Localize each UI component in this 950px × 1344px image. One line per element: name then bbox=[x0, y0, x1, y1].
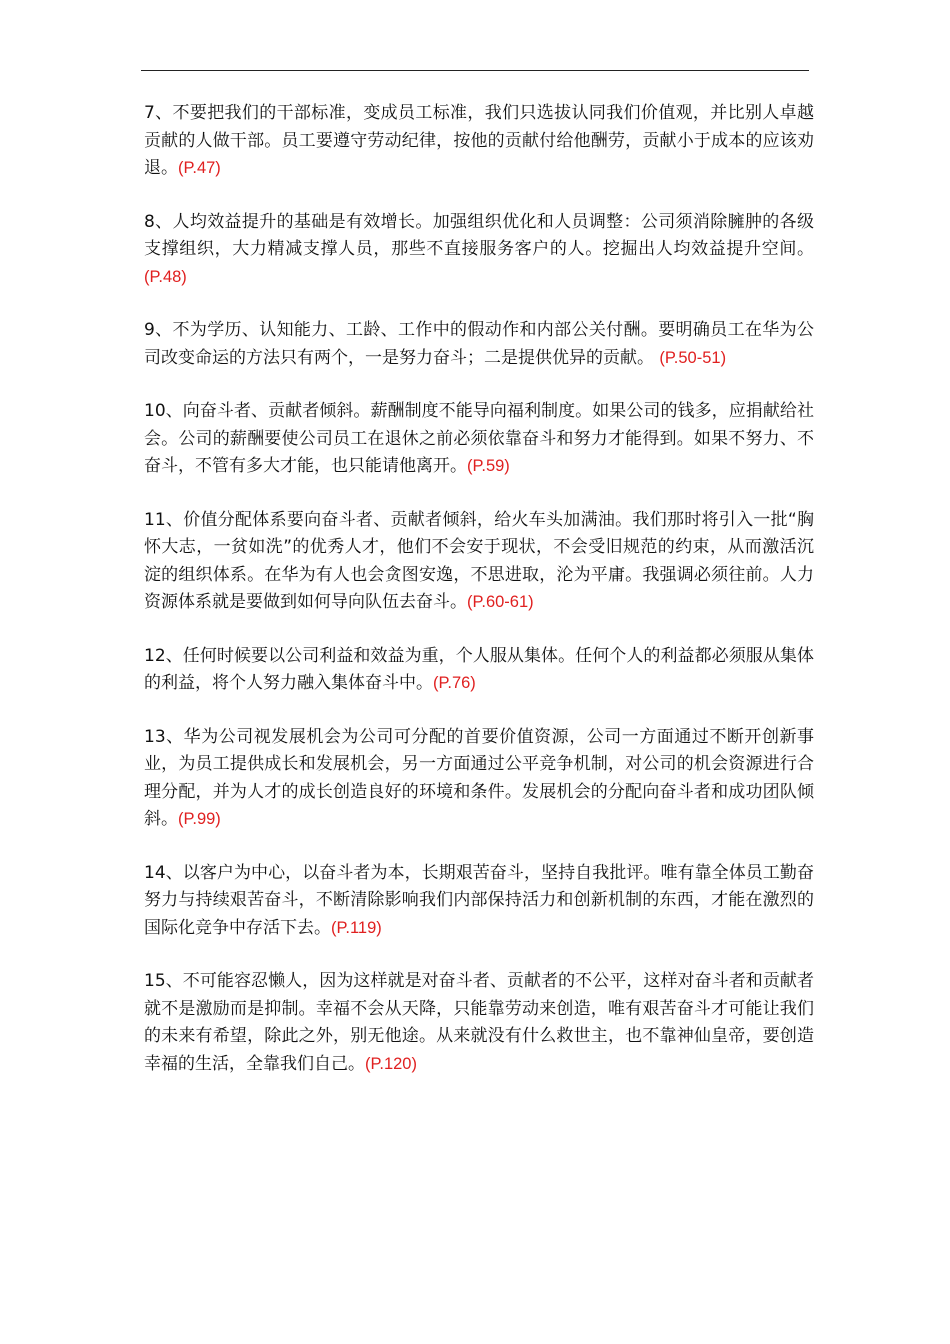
paragraph-text: 7、不要把我们的干部标准，变成员工标准，我们只选拔认同我们价值观，并比别人卓越贡献的人做干部。员工要遵守劳动纪律，按他的贡献付给他酬劳，贡献小于成本的应该劝退。 bbox=[144, 103, 814, 178]
paragraph-text: 12、任何时候要以公司利益和效益为重，个人服从集体。任何个人的利益都必须服从集体的利益，将个人努力融入集体奋斗中。 bbox=[144, 645, 814, 693]
paragraph-12 bbox=[144, 643, 814, 698]
paragraph-text: 10、向奋斗者、贡献者倾斜。薪酬制度不能导向福利制度。如果公司的钱多，应捐献给社会。公司的薪酬要使公司员工在退休之前必须依靠奋斗和努力才能得到。如果不努力、不奋斗，不管有多大才能，也只能请他离开。 bbox=[144, 401, 814, 476]
paragraph-13 bbox=[144, 724, 814, 834]
page-reference: (P.59) bbox=[467, 457, 510, 475]
paragraph-text: 11、价值分配体系要向奋斗者、贡献者倾斜，给火车头加满油。我们那时将引入一批“胸怀大志，一贫如洗”的优秀人才，他们不会安于现状，不会受旧规范的约束，从而激活沉淀的组织体系。在华为有人也会贪图安逸，不思进取，沦为平庸。我强调必须往前。人力资源体系就是要做到如何导向队伍去奋斗。 bbox=[144, 509, 814, 612]
page-reference: (P.48) bbox=[144, 267, 187, 286]
page-reference: (P.60-61) bbox=[467, 593, 534, 611]
paragraph-14 bbox=[144, 860, 814, 943]
paragraph-text: 15、不可能容忍懒人，因为这样就是对奋斗者、贡献者的不公平，这样对奋斗者和贡献者就不是激励而是抑制。幸福不会从天降，只能靠劳动来创造，唯有艰苦奋斗才可能让我们的未来有希望，除此之外，别无他途。从来就没有什么救世主，也不靠神仙皇帝，要创造幸福的生活，全靠我们自己。 bbox=[144, 971, 814, 1074]
paragraph-text: 9、不为学历、认知能力、工龄、工作中的假动作和内部公关付酬。要明确员工在华为公司改变命运的方法只有两个，一是努力奋斗；二是提供优异的贡献。 bbox=[144, 320, 814, 368]
header-rule bbox=[141, 70, 809, 71]
paragraph-text: 13、华为公司视发展机会为公司可分配的首要价值资源，公司一方面通过不断开创新事业，为员工提供成长和发展机会，另一方面通过公平竞争机制，对公司的机会资源进行合理分配，并为人才的成长创造良好的环境和条件。发展机会的分配向奋斗者和成功团队倾斜。 bbox=[144, 726, 814, 829]
paragraph-11 bbox=[144, 507, 814, 617]
page-reference: (P.47) bbox=[178, 159, 221, 177]
paragraph-10 bbox=[144, 398, 814, 481]
paragraph-9 bbox=[144, 317, 814, 372]
paragraph-8 bbox=[144, 209, 814, 292]
page-reference: (P.99) bbox=[178, 810, 221, 828]
paragraph-7 bbox=[144, 100, 814, 183]
page-reference: (P.76) bbox=[433, 674, 476, 692]
paragraph-text: 8、人均效益提升的基础是有效增长。加强组织优化和人员调整：公司须消除臃肿的各级支撑组织，大力精减支撑人员，那些不直接服务客户的人。挖掘出人均效益提升空间。 bbox=[144, 211, 814, 259]
page-reference: (P.119) bbox=[331, 918, 382, 937]
page-reference: (P.50-51) bbox=[659, 348, 727, 367]
document-body bbox=[144, 100, 814, 1104]
page-reference: (P.120) bbox=[365, 1054, 417, 1073]
paragraph-text: 14、以客户为中心，以奋斗者为本，长期艰苦奋斗，坚持自我批评。唯有靠全体员工勤奋努力与持续艰苦奋斗，不断清除影响我们内部保持活力和创新机制的东西，才能在激烈的国际化竞争中存活下去。 bbox=[144, 862, 814, 938]
paragraph-15 bbox=[144, 968, 814, 1078]
